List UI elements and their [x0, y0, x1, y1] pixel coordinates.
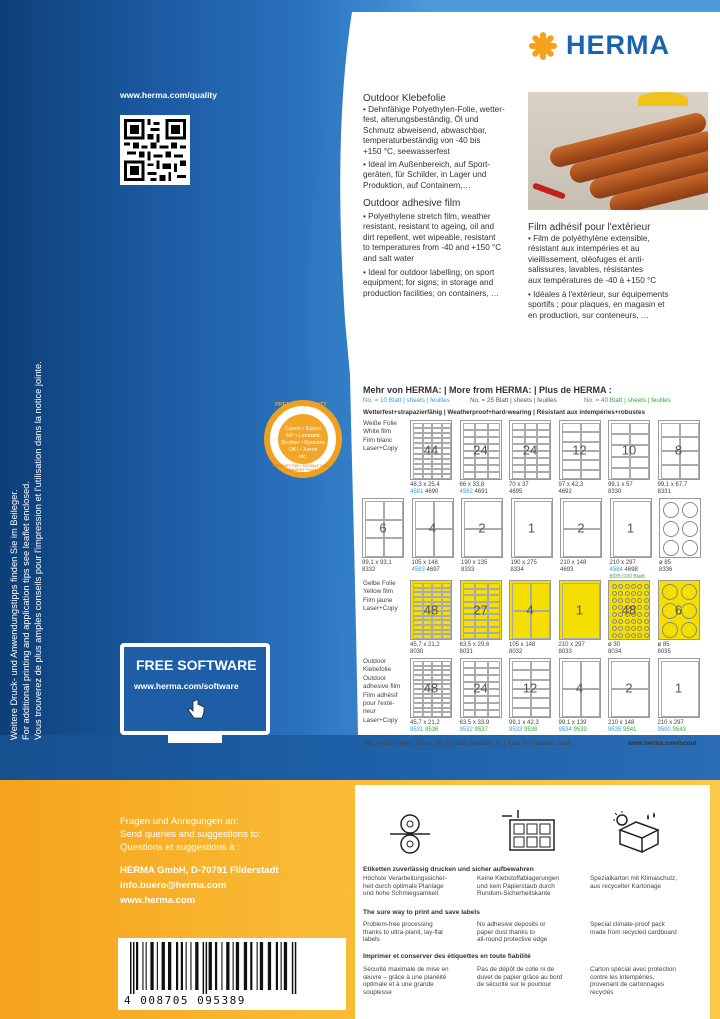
fr-bullet-2: • Idéales à l'extérieur, sur équipements sportifs ; pour plaques, en magasin et en production, sur conteneurs, … [528, 290, 669, 320]
barcode-bar [130, 942, 132, 994]
label-sheet-outdoor [559, 658, 601, 718]
label-format-caption: 45,7 x 21,2 9531 9536 [410, 720, 440, 733]
label-format-caption: 99,1 x 93,1 8332 [362, 560, 392, 573]
badge-inner [278, 414, 328, 464]
labels-per-sheet: 4 [575, 680, 584, 696]
barcode-bar [276, 942, 278, 990]
label-format-caption: 105 x 148 8032 [509, 642, 536, 655]
label-format-caption: 45,7 x 21,2 8030 [410, 642, 440, 655]
barcode-bar [195, 942, 198, 990]
fr-bullet-1: • Film de polyéthylène extensible, résistant aux intempéries et au vieillissement, oléofuges et anti- salissures, lavables, résistantes aux températures de -40 à +150 °C [528, 234, 657, 285]
labels-per-sheet: 48 [423, 602, 439, 618]
en-title: Outdoor adhesive film [363, 198, 461, 209]
software-monitor[interactable] [124, 647, 266, 731]
labels-per-sheet: 4 [526, 602, 534, 618]
vertical-note-fr: Vous trouverez de plus amples conseils pour l'impression et l'utilisation dans la notice jointe. [33, 361, 43, 740]
label-sheet-white [412, 498, 454, 558]
barcode-bar [186, 942, 187, 990]
quality-url[interactable]: www.herma.com/quality [120, 90, 217, 100]
label-format-caption: 190 x 135 8333 [461, 560, 488, 573]
barcode-bar [250, 942, 252, 990]
barcode-bar [206, 942, 208, 994]
label-format-caption: 210 x 297 9500 9543 [657, 720, 686, 733]
label-sheet-white [509, 420, 551, 480]
pliers-shape [532, 182, 566, 199]
barcode-bar [181, 942, 183, 990]
qr-code[interactable] [120, 115, 190, 185]
barcode-bar [203, 942, 205, 994]
barcode-bar [176, 942, 178, 990]
label-format-caption: 99,1 x 42,3 9533 9538 [509, 720, 539, 733]
label-format-caption: 105 x 148 4583 4697 [411, 560, 440, 573]
label-format-caption: 190 x 275 8334 [510, 560, 537, 573]
label-format-caption: 210 x 297 8033 [558, 642, 585, 655]
barcode-bar [157, 942, 158, 990]
label-sheet-yellow [608, 580, 650, 640]
label-sheet-white [559, 420, 601, 480]
counts-25: No. = 25 Blatt | sheets | feuilles [470, 397, 557, 404]
barcode-number: 4 008705 095389 [124, 994, 246, 1007]
label-sheet-white [460, 420, 502, 480]
feature-en-3: Special climate-proof pack made from recycled cardboard [590, 921, 677, 936]
star-logo-icon [528, 31, 558, 61]
group-yellow-label: Gelbe Folie Yellow film Film jaune Laser+Copy [363, 580, 398, 613]
label-sheet-white [610, 498, 652, 558]
labels-per-sheet: 24 [473, 442, 488, 458]
badge-brand-line: OKI • Xerox [288, 447, 318, 453]
features-heading-en: The sure way to print and save labels [363, 909, 480, 916]
features-heading-de: Etiketten zuverlässig drucken und sicher aufbewahren [363, 866, 534, 873]
labels-per-sheet: 24 [473, 680, 488, 696]
labels-per-sheet: 1 [626, 520, 635, 536]
labels-per-sheet: 2 [577, 520, 585, 536]
de-title: Outdoor Klebefolie [363, 93, 446, 104]
hard-hat-shape [638, 92, 688, 106]
barcode-bar [221, 942, 222, 990]
de-bullet-2: • Ideal im Außenbereich, auf Sport- geräten, für Schilder, in Lager und Produktion, auf Containern,… [363, 160, 491, 190]
barcode-bar [257, 942, 258, 990]
label-format-caption: 63,5 x 33,9 9532 9537 [459, 720, 490, 733]
labels-per-sheet: 24 [522, 442, 538, 458]
label-sheet-white [410, 420, 452, 480]
label-sheet-white [659, 498, 701, 558]
label-format-caption: 99,1 x 67,7 8331 [657, 482, 688, 495]
barcode-bar [146, 942, 147, 990]
label-format-caption: 48,3 x 25,4 4581 4690 [410, 482, 440, 495]
feature-en-1: Problem-free processing thanks to ultra-planit, lay-flat labels [363, 921, 443, 943]
barcode-bar [168, 942, 171, 990]
barcode-bar [215, 942, 217, 990]
labels-per-sheet: 1 [674, 680, 683, 696]
barcode-bar [226, 942, 229, 990]
labels-per-sheet: 1 [575, 602, 584, 618]
feature-fr-2: Pas de dépôt de colle ni de duvet de papier grâce au bord de sécurité sur le pourtour [477, 966, 563, 988]
contact-web[interactable]: www.herma.com [120, 895, 196, 906]
labels-per-sheet: 48 [621, 602, 637, 618]
label-format-caption: 210 x 297 4584 4698 8335 (100 Blatt) [609, 560, 646, 580]
badge-brand-line: HP • Lexmark [286, 433, 320, 439]
label-format-caption: 63,5 x 29,6 8031 [459, 642, 490, 655]
label-sheet-outdoor [410, 658, 452, 718]
fr-title: Film adhésif pour l'extérieur [528, 222, 651, 233]
badge-bottom-text: GEEIGNET FÜR • SUITABLE FOR • CONVIENT POUR [271, 464, 331, 472]
feature-de-1: Höchste Verarbeitungssicher- heit durch optimale Planlage und hohe Schmiegsamkeit [363, 875, 447, 897]
labels-per-sheet: 12 [572, 442, 587, 458]
label-format-caption: ø 30 8034 [608, 642, 622, 655]
labels-per-sheet: 44 [423, 442, 439, 458]
more-subheading: Wetterfest+strapazierfähig | Weatherproof+hard-wearing | Résistant aux intempéries+robustes [363, 409, 646, 416]
brand-name: HERMA [566, 30, 670, 60]
label-format-caption: 97 x 42,3 4692 [558, 482, 584, 495]
labels-per-sheet: 1 [527, 520, 536, 536]
counts-40: No. = 40 Blatt | sheets | feuilles [584, 397, 671, 404]
barcode-bar [142, 942, 143, 990]
labels-per-sheet: 2 [625, 680, 633, 696]
badge-brand-line: etc. [298, 454, 308, 460]
label-format-caption: 66 x 33,8 4582 4691 [459, 482, 488, 495]
qr-code-icon [124, 119, 186, 181]
barcode-bar [292, 942, 294, 994]
product-photo [528, 92, 708, 210]
blue-band [0, 735, 720, 780]
contact-lines: Fragen und Anregungen an: Send queries and suggestions to: Questions et suggestions à : [120, 816, 262, 853]
label-format-caption: 99,1 x 57 8330 [608, 482, 633, 495]
label-sheet-white [362, 498, 404, 558]
labels-per-sheet: 2 [478, 520, 486, 536]
barcode-bar [233, 942, 234, 990]
vertical-note-en: For additional printing and application tips see leaflet enclosed. [21, 481, 31, 740]
de-bullet-1: • Dehnfähige Polyethylen-Folie, wetter- fest, alterungsbeständig, Öl und Schmutz abweisend, abwaschbar, temperaturbeständig von -40 bis +150 °C, seewasserfest [363, 105, 505, 156]
badge-brand-line: Brother • Kyocera [281, 440, 325, 446]
scout-url[interactable]: www.herma.com/scout [628, 740, 697, 747]
label-format-caption: 210 x 148 4693 [560, 560, 587, 573]
barcode-bar [209, 942, 212, 990]
label-sheet-outdoor [460, 658, 502, 718]
en-bullet-2: • Ideal for outdoor labelling; on sport equipment; for signs; in storage and production facilities; on containers, … [363, 268, 500, 298]
group-white-label: Weiße Folie White film Film blanc Laser+Copy [363, 420, 398, 453]
badge-title: PREMIUM QUALITY [275, 402, 327, 408]
labels-per-sheet: 6 [674, 602, 683, 618]
software-url[interactable]: www.herma.com/software [134, 681, 239, 691]
labels-per-sheet: 12 [522, 680, 538, 696]
group-outdoor-label: Outdoor Klebefolie Outdoor adhesive film Film adhésif pour l'exté- rieur Laser+Copy [363, 658, 401, 724]
climate-box-icon [610, 810, 662, 854]
feature-en-2: No adhesive deposits or paper dust thanks to all-round protective edge [477, 921, 548, 943]
label-sheet-white [511, 498, 553, 558]
all-formats-text: Alle Ausführungen unter: | All formats available at: | Tous les modèles sous : [363, 740, 575, 747]
feature-fr-3: Carton spécial avec protection contre les intempéries, provenant de cartonnages recyclés [590, 966, 676, 996]
label-sheet-outdoor [608, 658, 650, 718]
labels-per-sheet: 48 [423, 680, 439, 696]
labels-per-sheet: 6 [379, 520, 387, 536]
label-sheet-white [560, 498, 602, 558]
barcode-bar [150, 942, 153, 990]
barcode-bar [284, 942, 287, 990]
feature-de-2: Keine Klebstoffablagerungen und kein Papierstaub durch Rundum-Sicherheitskante [477, 875, 559, 897]
label-sheet-white [608, 420, 650, 480]
label-sheet-white [461, 498, 503, 558]
labels-per-sheet: 4 [428, 520, 437, 536]
label-format-caption: ø 85 8336 [659, 560, 673, 573]
labels-per-sheet: 10 [621, 442, 637, 458]
label-sheet-white [658, 420, 700, 480]
hand-pointer-icon [188, 699, 206, 721]
label-sheet-yellow [658, 580, 700, 640]
label-format-caption: 70 x 37 4695 [509, 482, 529, 495]
herma-logo [528, 30, 670, 61]
label-sheet-outdoor [658, 658, 700, 718]
label-sheet-yellow [509, 580, 551, 640]
counts-10: No. = 10 Blatt | sheets | feuilles [363, 397, 450, 404]
barcode-bar [136, 942, 138, 990]
vertical-note-de: Weitere Druck- und Anwendungstipps finden Sie im Beileger. [9, 489, 19, 740]
labels-per-sheet: 8 [674, 442, 683, 458]
rollers-icon [388, 812, 432, 856]
barcode-bar [244, 942, 247, 990]
company-address: HERMA GmbH, D-70791 Filderstadt [120, 865, 279, 876]
barcode-bars [118, 938, 346, 998]
label-format-caption: 210 x 148 9535 9541 [608, 720, 637, 733]
label-sheet-yellow [460, 580, 502, 640]
monitor-stand [168, 735, 222, 743]
barcode-bar [162, 942, 165, 990]
sheet-edge-icon [500, 810, 560, 854]
badge-brand-line: Canon • Epson [284, 426, 322, 432]
barcode-bar [190, 942, 191, 990]
barcode-bar [295, 942, 297, 994]
barcode-bar [236, 942, 239, 990]
labels-per-sheet: 27 [473, 602, 488, 618]
label-sheet-yellow [559, 580, 601, 640]
more-heading: Mehr von HERMA: | More from HERMA: | Plus de HERMA : [363, 385, 612, 395]
label-sheet-yellow [410, 580, 452, 640]
vertical-note [8, 361, 44, 740]
barcode-bar [268, 942, 271, 990]
contact-email[interactable]: info.buero@herma.com [120, 880, 227, 891]
barcode-bar [281, 942, 282, 990]
label-format-caption: 99,1 x 139 9534 9539 [558, 720, 587, 733]
barcode [118, 938, 346, 1010]
features-heading-fr: Imprimer et conserver des étiquettes en toute fiabilité [363, 953, 531, 960]
barcode-bar [133, 942, 135, 994]
premium-quality-badge [264, 400, 342, 478]
barcode-bar [260, 942, 263, 990]
feature-de-3: Spezialkarton mit Klimaschutz, aus recycelter Kartonage [590, 875, 678, 890]
feature-fr-1: Sécurité maximale de mise en œuvre – grâce à une planéité optimale et à une grande souplesse [363, 966, 449, 996]
en-bullet-1: • Polyethylene stretch film, weather resistant, resistant to ageing, oil and dirt repellent, wet wipeable, resistant to temperatures from -40 and +150 °C and salt water [363, 212, 502, 263]
label-sheet-outdoor [509, 658, 551, 718]
label-format-caption: ø 85 8035 [657, 642, 671, 655]
software-title: FREE SOFTWARE [136, 657, 257, 673]
